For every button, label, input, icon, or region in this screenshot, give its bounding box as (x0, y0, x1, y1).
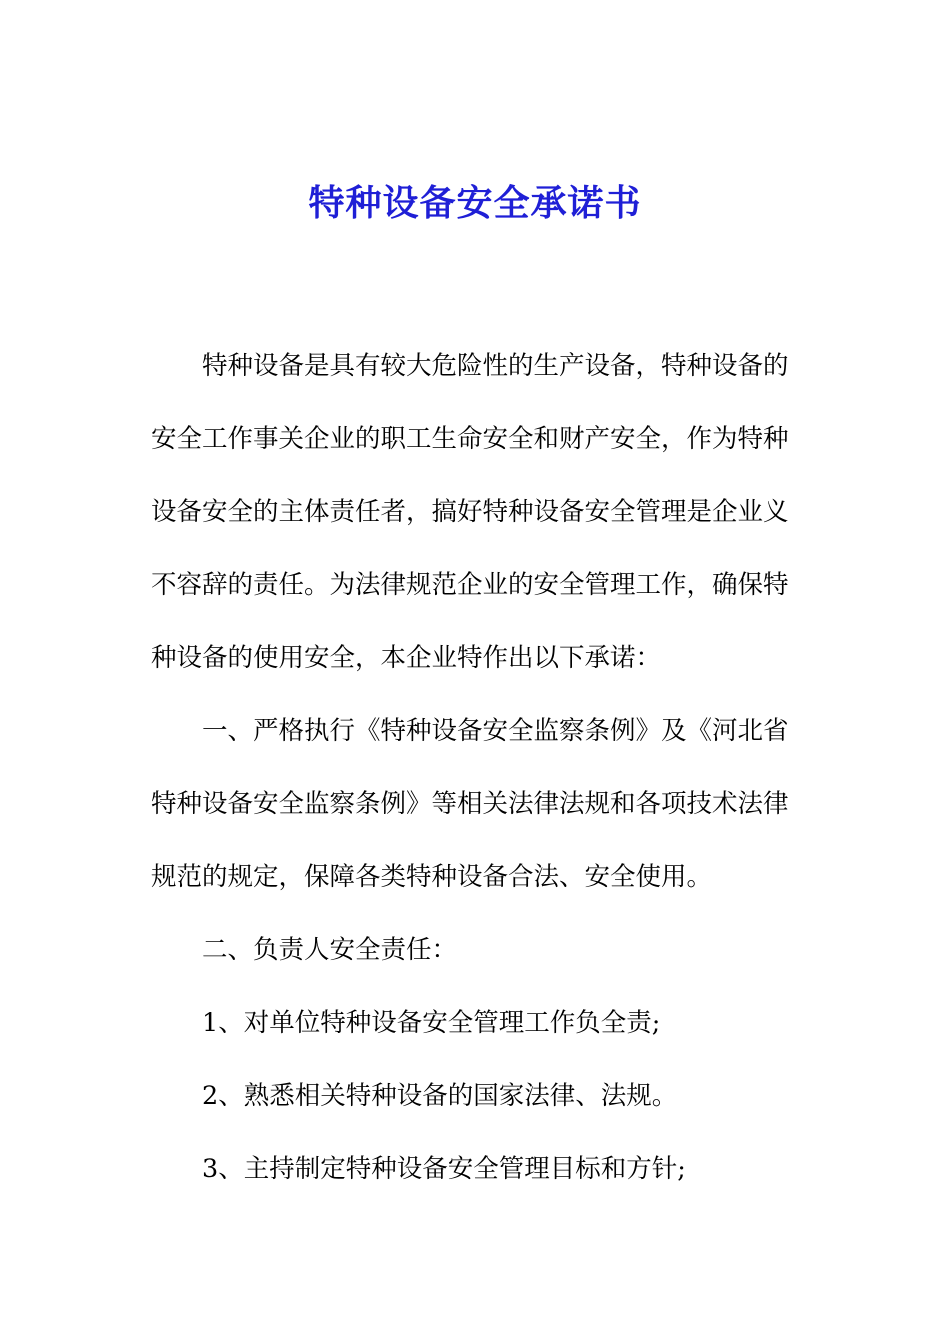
paragraph-intro (151, 330, 791, 695)
text-line: 1、对单位特种设备安全管理工作负全责; (202, 1008, 661, 1038)
text-line: 规范的规定，保障各类特种设备合法、安全使用。 (151, 862, 713, 892)
text-line: 3、主持制定特种设备安全管理目标和方针; (202, 1154, 686, 1184)
paragraph-subitem-3 (151, 1133, 791, 1206)
text-line: 特种设备安全监察条例》等相关法律法规和各项技术法律 (151, 789, 789, 819)
text-line: 安全工作事关企业的职工生命安全和财产安全，作为特种 (151, 424, 789, 454)
document-body (151, 330, 791, 1206)
text-line: 种设备的使用安全，本企业特作出以下承诺： (151, 643, 662, 673)
text-line: 特种设备是具有较大危险性的生产设备，特种设备的 (202, 351, 789, 381)
text-line: 不容辞的责任。为法律规范企业的安全管理工作，确保特 (151, 570, 789, 600)
paragraph-item-one (151, 695, 791, 914)
paragraph-item-two-heading (151, 914, 791, 987)
paragraph-subitem-2 (151, 1060, 791, 1133)
text-line: 2、熟悉相关特种设备的国家法律、法规。 (202, 1081, 678, 1111)
text-line: 一、严格执行《特种设备安全监察条例》及《河北省 (202, 716, 789, 746)
text-line: 设备安全的主体责任者，搞好特种设备安全管理是企业义 (151, 497, 789, 527)
paragraph-subitem-1 (151, 987, 791, 1060)
document-title: 特种设备安全承诺书 (308, 182, 642, 224)
text-line: 二、负责人安全责任： (202, 935, 458, 965)
